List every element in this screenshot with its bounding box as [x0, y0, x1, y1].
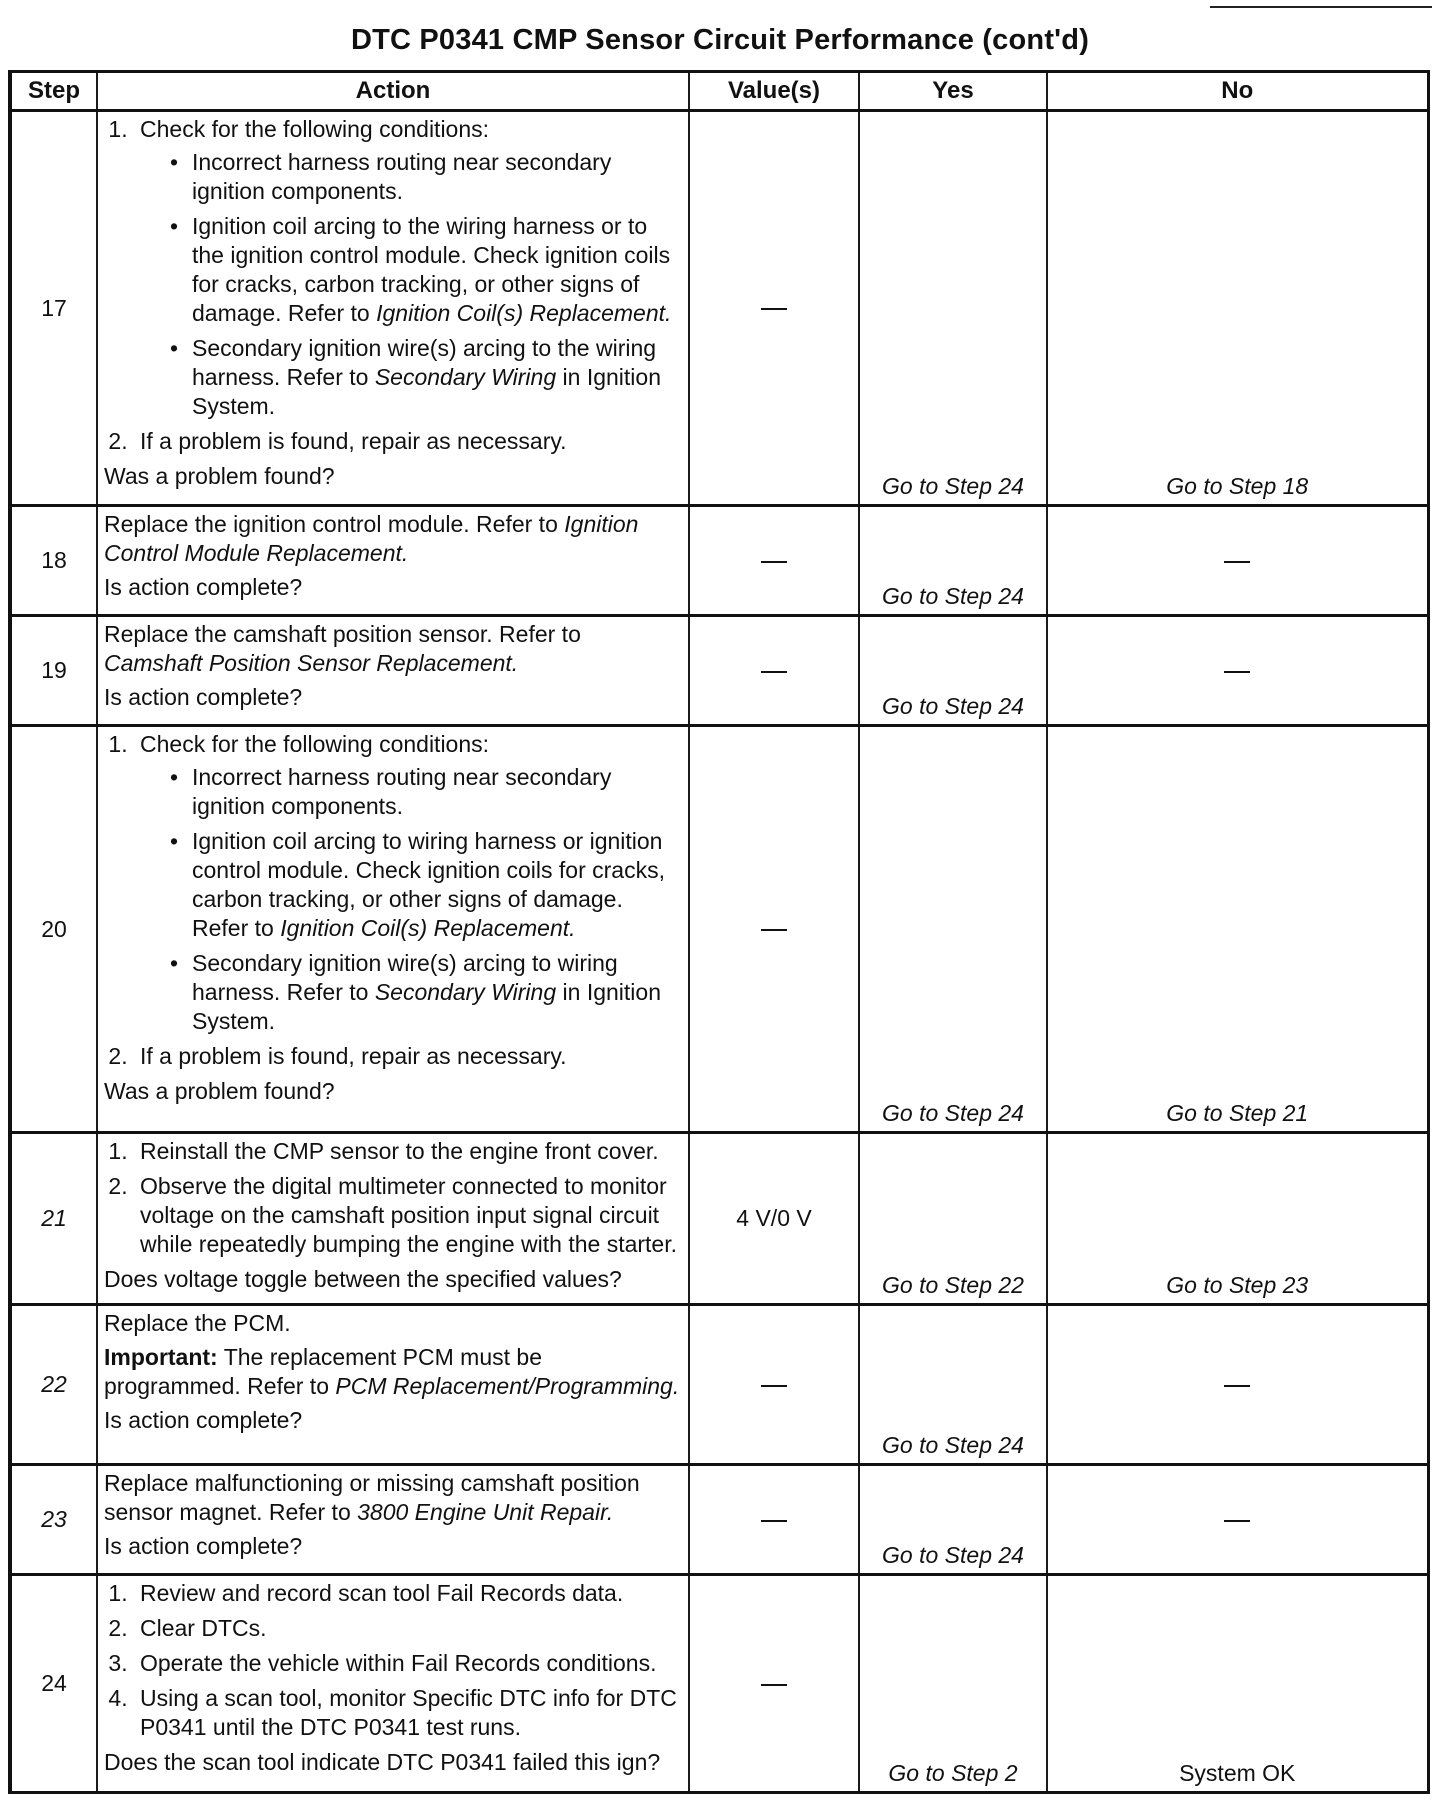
procedure-list [104, 1579, 680, 1742]
step-number: 20 [10, 726, 97, 1133]
yes-cell: Go to Step 24 [859, 1465, 1047, 1575]
header-values: Value(s) [689, 72, 859, 111]
procedure-item: 1. Review and record scan tool Fail Records data. [134, 1579, 680, 1608]
procedure-list [104, 730, 680, 1071]
important-note: Important: The replacement PCM must be programmed. Refer to PCM Replacement/Programming. [104, 1344, 680, 1399]
dash-mark [761, 561, 787, 563]
condition-item: • Ignition coil arcing to wiring harness or ignition control module. Check ignition coils for cracks, carbon tracking, or other signs of damage. Refer to Ignition Coil(s) Replacement. [170, 827, 680, 943]
procedure-item: 2. Observe the digital multimeter connected to monitor voltage on the camshaft position input signal circuit while repeatedly bumping the engine with the starter. [134, 1172, 680, 1259]
step-number: 17 [10, 111, 97, 506]
procedure-item: 3. Operate the vehicle within Fail Records conditions. [134, 1649, 680, 1678]
action-cell [97, 1575, 689, 1793]
yes-cell: Go to Step 2 [859, 1575, 1047, 1793]
procedure-item: 2. Clear DTCs. [134, 1614, 680, 1643]
dash-mark [761, 671, 787, 673]
procedure-item: 2. If a problem is found, repair as necessary. [134, 427, 680, 456]
reference-link: Ignition Coil(s) Replacement. [280, 915, 576, 941]
table-row-step-20 [10, 726, 1428, 1133]
condition-item: • Incorrect harness routing near secondary ignition components. [170, 148, 680, 206]
action-question: Does the scan tool indicate DTC P0341 failed this ign? [104, 1749, 661, 1775]
action-cell: Replace the PCM. Important: The replacement PCM must be programmed. Refer to PCM Replacement/Programming. Is action complete? [97, 1305, 689, 1465]
action-cell [97, 111, 689, 506]
reference-link: Secondary Wiring [374, 364, 557, 390]
action-cell: Replace the ignition control module. Refer to Ignition Control Module Replacement. Is action complete? [97, 506, 689, 616]
reference-link: PCM Replacement/Programming. [335, 1373, 680, 1399]
step-number: 19 [10, 616, 97, 726]
dash-mark [761, 929, 787, 931]
action-cell [97, 726, 689, 1133]
procedure-item: 1. Check for the following conditions: • Incorrect harness routing near secondary ignition components. • Ignition coil arcing to the wiring harness or to the ignition control module. Check ignition coils for cracks, carbon tracking, or other signs of damage. Refer to Ignition Coil(s) Replacement. • Secondary ignition wire(s) arcing to the wiring harness. Refer to Secondary Wiring in Ignition System. [134, 115, 680, 421]
value-cell [689, 726, 859, 1133]
condition-item: • Secondary ignition wire(s) arcing to wiring harness. Refer to Secondary Wiring in Ignition System. [170, 949, 680, 1036]
action-question: Is action complete? [104, 1533, 303, 1559]
table-row-step-17 [10, 111, 1428, 506]
table-header-row [10, 72, 1428, 111]
yes-cell: Go to Step 24 [859, 111, 1047, 506]
table-row-step-18 [10, 506, 1428, 616]
reference-link: Secondary Wiring [374, 979, 557, 1005]
action-cell: Replace malfunctioning or missing camshaft position sensor magnet. Refer to 3800 Engine Unit Repair. Is action complete? [97, 1465, 689, 1575]
value-cell [689, 111, 859, 506]
action-question: Is action complete? [104, 574, 303, 600]
no-cell [1047, 1465, 1428, 1575]
page-title: DTC P0341 CMP Sensor Circuit Performance (cont'd) [350, 24, 1090, 56]
procedure-item: 1. Reinstall the CMP sensor to the engine front cover. [134, 1137, 680, 1166]
value-cell [689, 1305, 859, 1465]
yes-cell: Go to Step 22 [859, 1133, 1047, 1305]
dash-mark [761, 1520, 787, 1522]
step-number: 24 [10, 1575, 97, 1793]
table-row-step-19 [10, 616, 1428, 726]
yes-cell: Go to Step 24 [859, 1305, 1047, 1465]
procedure-list [104, 1137, 680, 1259]
dash-mark [1224, 1385, 1250, 1387]
table-row-step-23 [10, 1465, 1428, 1575]
no-cell: System OK [1047, 1575, 1428, 1793]
table-row-step-24 [10, 1575, 1428, 1793]
value-cell: 4 V/0 V [689, 1133, 859, 1305]
step-number: 23 [10, 1465, 97, 1575]
yes-cell: Go to Step 24 [859, 726, 1047, 1133]
step-number: 22 [10, 1305, 97, 1465]
procedure-item: 2. If a problem is found, repair as necessary. [134, 1042, 680, 1071]
step-number: 18 [10, 506, 97, 616]
condition-list [140, 763, 680, 1036]
value-cell [689, 616, 859, 726]
condition-item: • Incorrect harness routing near secondary ignition components. [170, 763, 680, 821]
procedure-item: 1. Check for the following conditions: • Incorrect harness routing near secondary ignition components. • Ignition coil arcing to wiring harness or ignition control module. Check ignition coils for cracks, carbon tracking, or other signs of damage. Refer to Ignition Coil(s) Replacement. • Secondary ignition wire(s) arcing to wiring harness. Refer to Secondary Wiring in Ignition System. [134, 730, 680, 1036]
condition-list [140, 148, 680, 421]
header-step: Step [10, 72, 97, 111]
reference-link: Ignition Control Module Replacement. [104, 511, 639, 566]
dash-mark [1224, 671, 1250, 673]
value-cell [689, 1465, 859, 1575]
action-question: Is action complete? [104, 1407, 303, 1433]
header-yes: Yes [859, 72, 1047, 111]
value-cell [689, 1575, 859, 1793]
yes-cell: Go to Step 24 [859, 616, 1047, 726]
table-row-step-22 [10, 1305, 1428, 1465]
procedure-list [104, 115, 680, 456]
no-cell [1047, 616, 1428, 726]
dash-mark [761, 1385, 787, 1387]
action-question: Is action complete? [104, 684, 303, 710]
no-cell [1047, 1305, 1428, 1465]
header-action: Action [97, 72, 689, 111]
no-cell [1047, 506, 1428, 616]
action-cell [97, 1133, 689, 1305]
dash-mark [761, 308, 787, 310]
reference-link: Ignition Coil(s) Replacement. [376, 300, 672, 326]
action-question: Was a problem found? [104, 1078, 335, 1104]
page-top-rule [1210, 6, 1432, 8]
procedure-item: 4. Using a scan tool, monitor Specific DTC info for DTC P0341 until the DTC P0341 test runs. [134, 1684, 680, 1742]
yes-cell: Go to Step 24 [859, 506, 1047, 616]
no-cell: Go to Step 18 [1047, 111, 1428, 506]
reference-link: 3800 Engine Unit Repair. [357, 1499, 614, 1525]
action-question: Was a problem found? [104, 463, 335, 489]
diagnostic-table [8, 70, 1430, 1794]
value-cell [689, 506, 859, 616]
dash-mark [1224, 561, 1250, 563]
dash-mark [1224, 1520, 1250, 1522]
header-no: No [1047, 72, 1428, 111]
dash-mark [761, 1684, 787, 1686]
condition-item: • Secondary ignition wire(s) arcing to the wiring harness. Refer to Secondary Wiring in Ignition System. [170, 334, 680, 421]
table-row-step-21 [10, 1133, 1428, 1305]
action-question: Does voltage toggle between the specified values? [104, 1266, 622, 1292]
action-cell: Replace the camshaft position sensor. Refer to Camshaft Position Sensor Replacement. Is action complete? [97, 616, 689, 726]
reference-link: Camshaft Position Sensor Replacement. [104, 650, 519, 676]
no-cell: Go to Step 23 [1047, 1133, 1428, 1305]
condition-item: • Ignition coil arcing to the wiring harness or to the ignition control module. Check ignition coils for cracks, carbon tracking, or other signs of damage. Refer to Ignition Coil(s) Replacement. [170, 212, 680, 328]
step-number: 21 [10, 1133, 97, 1305]
no-cell: Go to Step 21 [1047, 726, 1428, 1133]
